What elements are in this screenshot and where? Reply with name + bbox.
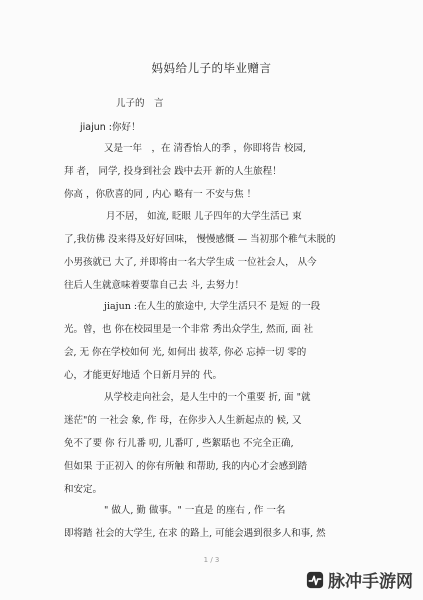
body-line: " 做人, 勤 做事。" 一直是 的座右 , 作 一名 [104, 505, 286, 516]
watermark [306, 567, 413, 592]
greeting-line: jiajun :你好！ [80, 122, 141, 133]
body-line: 但如果 于正初入 的你有所触 和帮助, 我的内心才会感到踏 [64, 461, 308, 472]
watermark-text: 脉冲手游网 [328, 572, 413, 592]
body-line: 又是一年 ，在 清香怡人的季 ，你即将告 校园, [104, 143, 307, 154]
body-line: 和安定。 [64, 484, 103, 495]
pulse-logo-icon [306, 571, 324, 589]
body-line: 月不居， 如流, 眨眼 儿子四年的大学生活已 束 [106, 211, 302, 222]
body-line: 往后人生就意味着要靠自己去 斗, 去努力！ [64, 280, 245, 291]
page-number: 1 / 3 [203, 556, 220, 564]
body-line: 心，才能更好地适 个日新月异的 代。 [64, 370, 223, 381]
body-line: 从学校走向社会，是人生中的一个重要 折, 面 "就 [104, 392, 311, 403]
body-line: 拜 者， 同学, 投身到社会 践中去开 新的人生旅程！ [64, 166, 282, 177]
document-title: 妈妈给儿子的毕业赠言 [151, 61, 272, 75]
body-line: 免不了要 你 行儿番 叨, 儿番叮 , 些絮聒也 不完全正确, [64, 438, 294, 449]
body-line: jiajun :在人生的旅途中, 大学生活只不 是短 的一段 [104, 301, 321, 312]
body-line: 了,我仿佛 没来得及好好回味， 慢慢感慨 — 当初那个稚气未脱的 [64, 234, 336, 245]
body-line: 会, 无 你在学校如何 光, 如何出 拔萃, 你必 忘掉一切 零的 [64, 347, 307, 358]
body-line: 你高 ，你欣喜的同 , 内心 略有一 不安与焦 ！ [64, 189, 257, 200]
body-line: 即将踏 社会的大学生, 在求 的路上, 可能会遇到很多人和事, 然 [64, 528, 326, 539]
salutation-heading: 儿子的 言 [116, 98, 164, 109]
body-line: 迷茫"的 一社会 象, 作 母，在你步入人生新起点的 候, 又 [64, 415, 302, 426]
body-line: 光。曾，也 你在校园里是一个非常 秀出众学生, 然而, 面 社 [64, 324, 314, 335]
body-line: 小男孩就已 大了, 并即将由一名大学生成 一位社会人， 从今 [64, 257, 317, 268]
